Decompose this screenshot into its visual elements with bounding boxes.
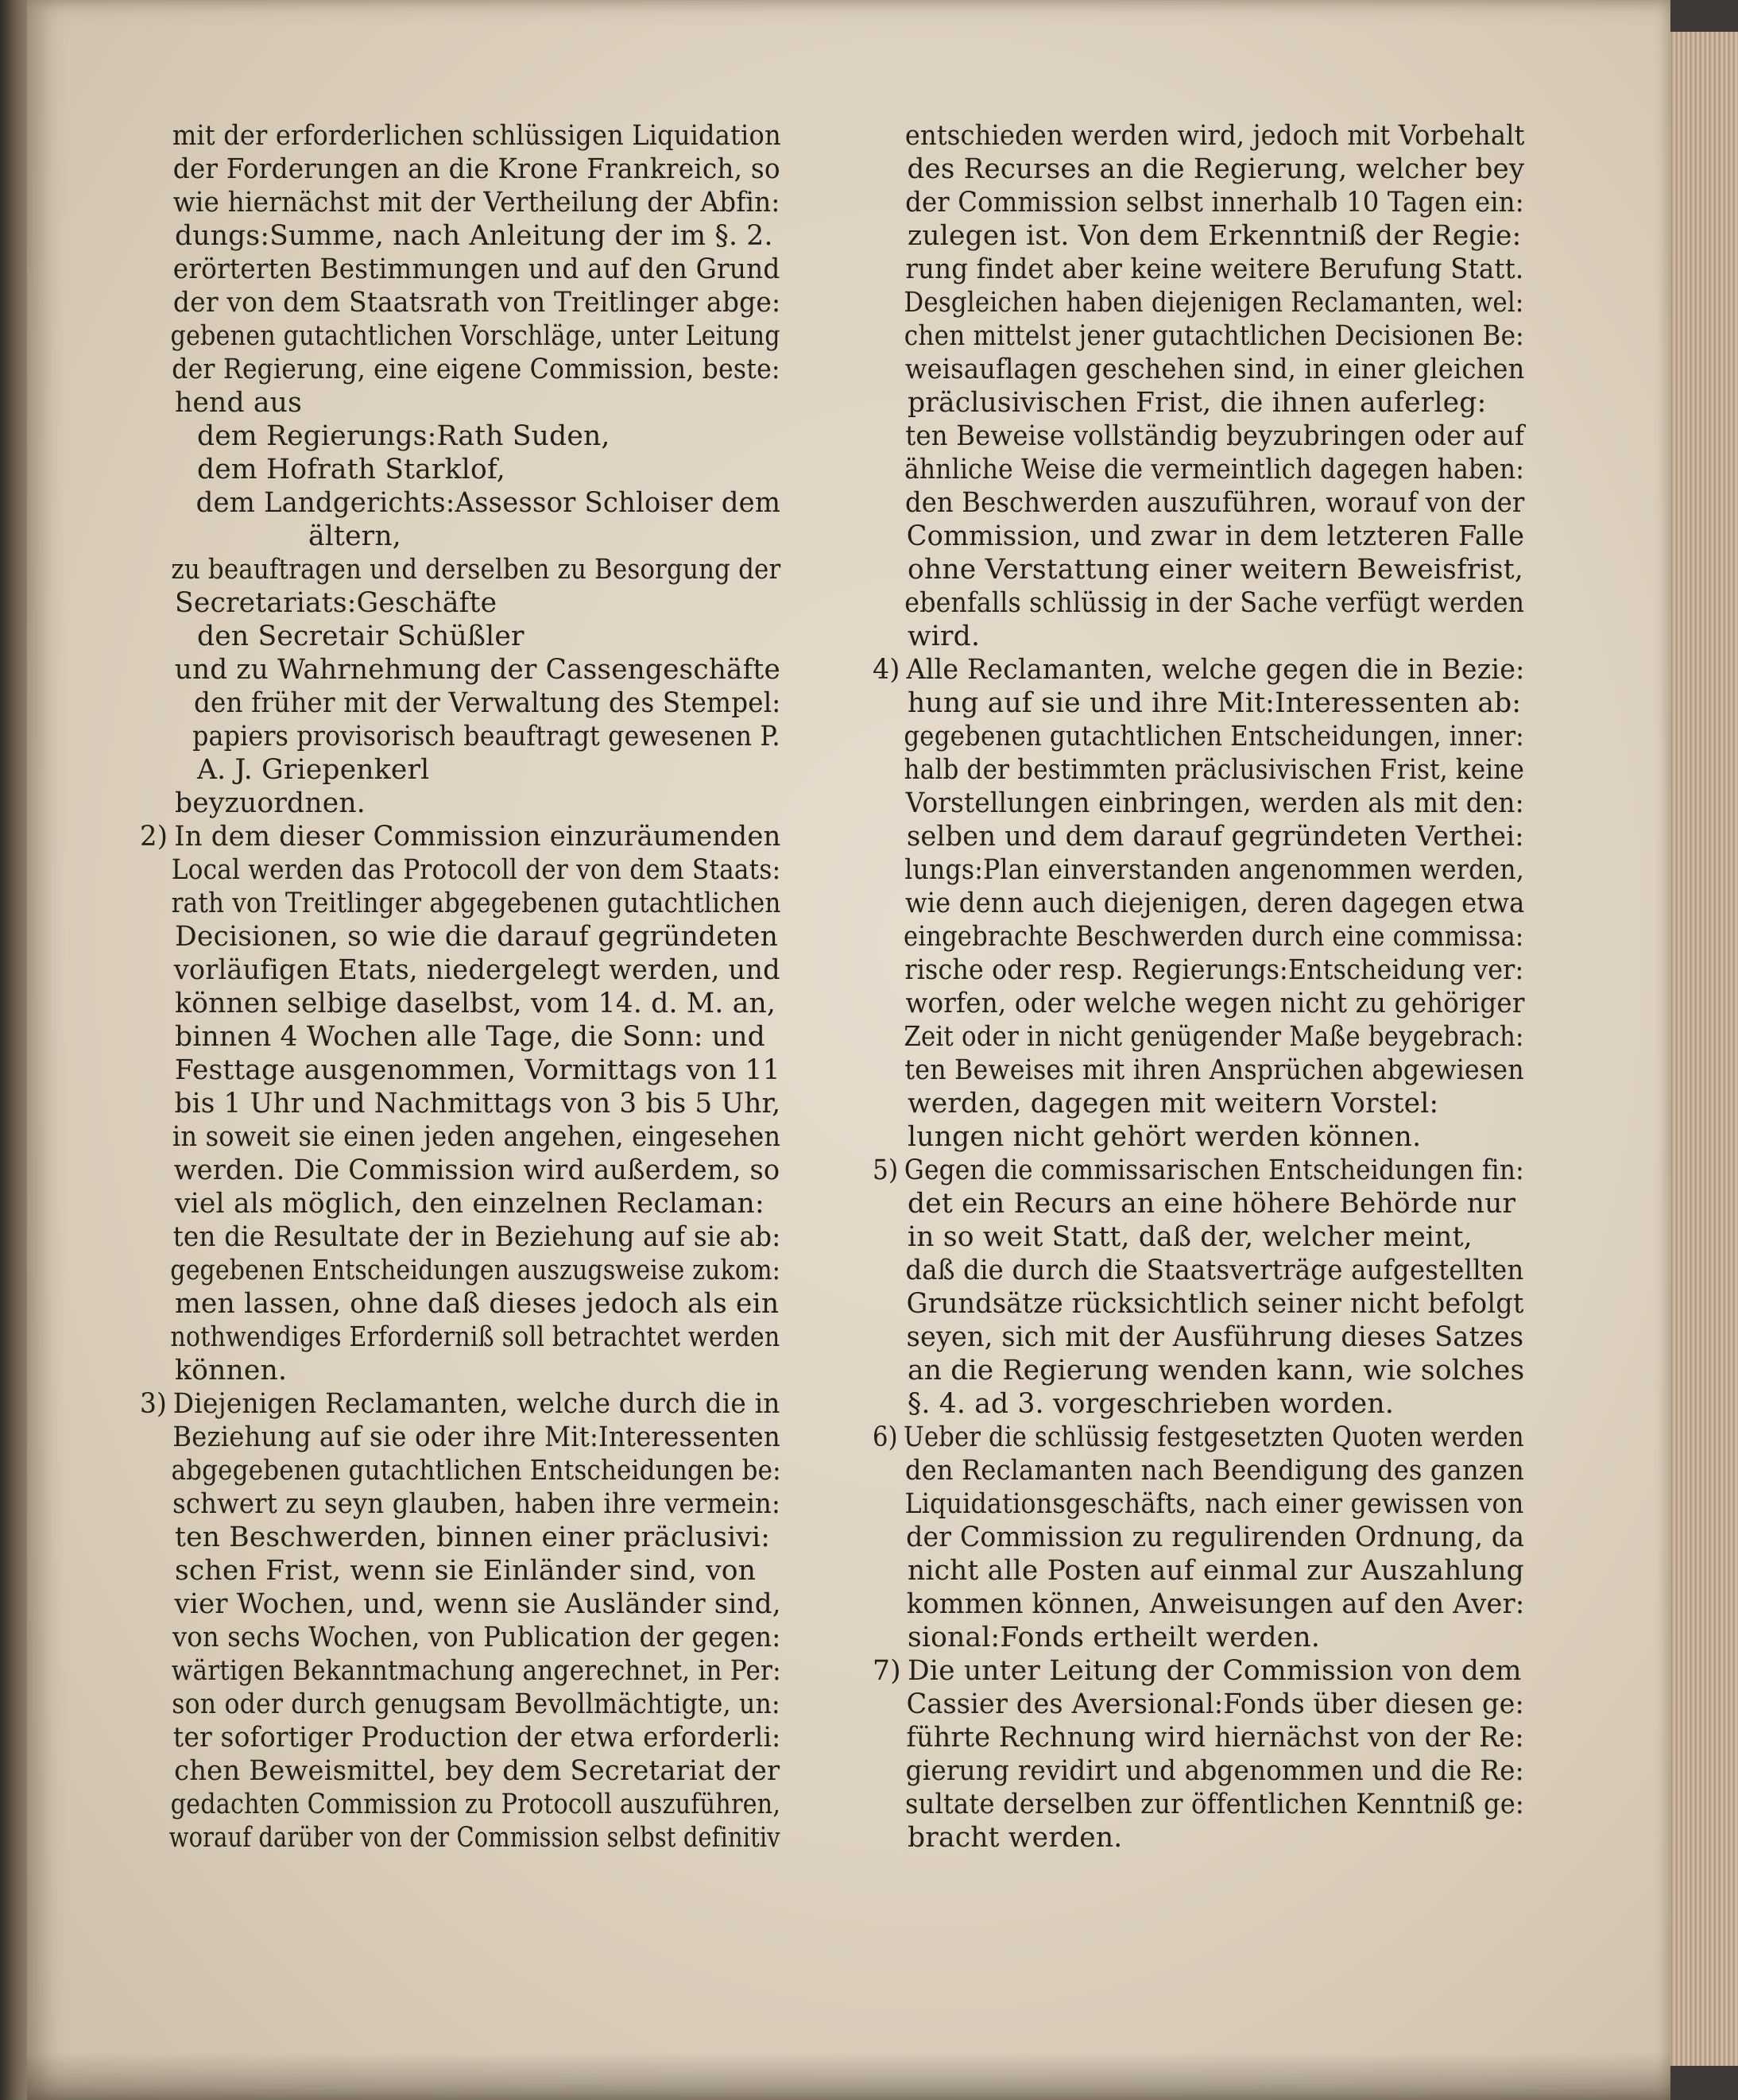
line-text: selben und dem darauf gegründeten Verthei:: [906, 821, 1524, 853]
page-stack-edge: [1663, 32, 1738, 2066]
line-text: den früher mit der Verwaltung des Stempel:: [193, 687, 781, 719]
text-line: [873, 1054, 1524, 1087]
text-line: [873, 1387, 1524, 1421]
text-line: [873, 119, 1525, 153]
text-line: [140, 753, 780, 787]
line-text: den Beschwerden auszuführen, worauf von der: [905, 487, 1525, 519]
text-line: [873, 286, 1524, 319]
line-text: der Forderungen an die Krone Frankreich, so: [172, 153, 780, 185]
line-text: eingebrachte Beschwerden durch eine commissa:: [903, 921, 1524, 953]
text-line: [140, 1220, 781, 1254]
line-text: kommen können, Anweisungen auf den Aver:: [906, 1588, 1525, 1620]
line-text: vier Wochen, und, wenn sie Ausländer sind,: [174, 1588, 781, 1620]
line-text: Secretariats:Geschäfte: [175, 587, 497, 619]
line-text: chen mittelst jener gutachtlichen Decisionen Be:: [904, 320, 1524, 352]
text-line: [140, 953, 780, 987]
line-text: Local werden das Protocoll der von dem Staats:: [171, 854, 781, 886]
text-line: [140, 1588, 781, 1621]
line-text: gierung revidirt und abgenommen und die Re:: [905, 1755, 1524, 1787]
previous-page-edge: [0, 0, 27, 2100]
line-text: Commission, und zwar in dem letzteren Falle: [906, 520, 1525, 552]
text-line: [873, 1154, 1524, 1187]
text-line: [873, 153, 1525, 186]
text-line: [873, 820, 1524, 853]
text-line: [140, 1020, 780, 1054]
text-line: [140, 787, 780, 820]
text-line: [140, 553, 781, 586]
line-text: schwert zu seyn glauben, haben ihre vermein:: [172, 1488, 781, 1520]
text-line: [873, 1421, 1524, 1454]
text-line: [873, 420, 1525, 453]
page-bottom-shadow: [27, 2052, 1670, 2100]
line-text: mit der erforderlichen schlüssigen Liquidation: [172, 120, 781, 152]
text-line: [873, 1554, 1523, 1588]
line-text: Beziehung auf sie oder ihre Mit:Interessenten: [172, 1421, 780, 1453]
text-line: [140, 1654, 781, 1688]
line-text: der Commission selbst innerhalb 10 Tagen ein:: [905, 187, 1524, 219]
line-text: und zu Wahrnehmung der Cassengeschäfte: [174, 654, 780, 686]
text-line: [873, 1087, 1524, 1120]
line-text: dem Hofrath Starklof,: [197, 454, 505, 485]
text-line: [873, 553, 1524, 586]
line-text: in soweit sie einen jeden angehen, eingesehen: [172, 1121, 781, 1153]
line-text: in so weit Statt, daß der, welcher meint,: [908, 1221, 1473, 1253]
text-line: [873, 620, 1524, 653]
line-text: chen Beweismittel, bey dem Secretariat der: [174, 1755, 780, 1787]
text-line: [873, 1621, 1524, 1654]
line-text: führte Rechnung wird hiernächst von der Re:: [906, 1722, 1524, 1754]
text-line: [873, 787, 1524, 820]
line-text: lungs:Plan einverstanden angenommen werden,: [904, 854, 1524, 886]
line-text: Decisionen, so wie die darauf gegründeten: [175, 921, 779, 953]
text-line: [873, 653, 1525, 686]
line-text: ältern,: [308, 520, 401, 552]
text-line: [140, 1387, 780, 1421]
text-line: [140, 1621, 781, 1654]
line-text: nothwendiges Erforderniß soll betrachtet werden: [170, 1321, 780, 1353]
text-line: [873, 1821, 1524, 1854]
line-text: zulegen ist. Von dem Erkenntniß der Regie:: [908, 220, 1522, 252]
text-line: [873, 1120, 1524, 1154]
line-text: Diejenigen Reclamanten, welche durch die in: [172, 1388, 780, 1420]
line-text: präclusivischen Frist, die ihnen auferleg:: [908, 387, 1487, 419]
line-text: können.: [175, 1355, 288, 1386]
line-text: det ein Recurs an eine höhere Behörde nur: [908, 1188, 1516, 1220]
line-text: worauf darüber von der Commission selbst definitiv: [168, 1822, 780, 1854]
text-line: [873, 1654, 1524, 1688]
line-text: dem Landgerichts:Assessor Schloiser dem: [195, 487, 781, 519]
text-line: [140, 186, 780, 219]
text-line: [873, 1588, 1525, 1621]
line-text: weisauflagen geschehen sind, in einer gleichen: [904, 354, 1525, 385]
paragraph-number: 3): [140, 1388, 168, 1420]
line-text: den Reclamanten nach Beendigung des ganzen: [904, 1455, 1524, 1487]
line-text: Grundsätze rücksichtlich seiner nicht befolgt: [906, 1288, 1524, 1320]
line-text: halb der bestimmten präclusivischen Frist, keine: [904, 754, 1525, 786]
text-line: [873, 1254, 1524, 1287]
line-text: entschieden werden wird, jedoch mit Vorbehalt: [904, 120, 1525, 152]
line-text: wie denn auch diejenigen, deren dagegen etwa: [905, 888, 1525, 919]
line-text: viel als möglich, den einzelnen Reclaman:: [175, 1188, 764, 1220]
line-text: ten Beschwerden, binnen einer präclusivi:: [175, 1522, 771, 1553]
text-line: [873, 987, 1525, 1020]
text-line: [873, 1788, 1524, 1821]
text-line: [140, 153, 780, 186]
line-text: men lassen, ohne daß dieses jedoch als ein: [175, 1288, 780, 1320]
line-text: Festtage ausgenommen, Vormittags von 11: [174, 1054, 780, 1086]
paragraph-number: 7): [873, 1655, 901, 1687]
text-line: [873, 1020, 1524, 1054]
text-line: [873, 1754, 1524, 1788]
line-text: vorläufigen Etats, niedergelegt werden, und: [173, 954, 780, 986]
line-text: §. 4. ad 3. vorgeschrieben worden.: [908, 1388, 1394, 1420]
line-text: der von dem Staatsrath von Treitlinger abge:: [172, 287, 781, 319]
line-text: rath von Treitlinger abgegebenen gutachtlichen: [171, 888, 781, 919]
text-line: [140, 453, 780, 486]
line-text: werden. Die Commission wird außerdem, so: [173, 1154, 780, 1186]
line-text: hend aus: [175, 387, 303, 419]
text-line: [140, 253, 780, 286]
text-line: [140, 1521, 780, 1554]
text-line: [873, 353, 1525, 386]
line-text: schen Frist, wenn sie Einländer sind, von: [175, 1555, 757, 1587]
text-line: [873, 920, 1524, 953]
line-text: erörterten Bestimmungen und auf den Grund: [172, 253, 780, 285]
text-line: [873, 887, 1525, 920]
line-text: abgegebenen gutachtlichen Entscheidungen be:: [171, 1455, 781, 1487]
paragraph-number: 2): [140, 821, 168, 853]
text-line: [140, 1721, 781, 1754]
paragraph-number: 5): [873, 1154, 899, 1186]
text-line: [873, 720, 1524, 753]
text-line: [873, 1187, 1524, 1220]
line-text: rung findet aber keine weitere Berufung Statt.: [905, 253, 1524, 285]
line-text: zu beauftragen und derselben zu Besorgung der: [171, 554, 781, 586]
line-text: ten Beweises mit ihren Ansprüchen abgewiesen: [904, 1054, 1524, 1086]
line-text: binnen 4 Wochen alle Tage, die Sonn: und: [175, 1021, 765, 1053]
text-line: [873, 1521, 1525, 1554]
line-text: der Commission zu regulirenden Ordnung, da: [906, 1522, 1525, 1553]
text-line: [140, 520, 780, 553]
text-line: [873, 1487, 1524, 1521]
text-line: [140, 486, 781, 520]
text-line: [873, 453, 1525, 486]
line-text: ohne Verstattung einer weitern Beweisfrist,: [908, 554, 1523, 586]
line-text: dungs:Summe, nach Anleitung der im §. 2.: [175, 220, 773, 252]
text-line: [873, 1721, 1524, 1754]
text-line: [140, 1054, 778, 1087]
text-line: [140, 1287, 780, 1321]
line-text: den Secretair Schüßler: [197, 621, 524, 652]
text-line: [873, 386, 1524, 420]
line-text: Gegen die commissarischen Entscheidungen fin:: [904, 1154, 1524, 1186]
text-line: [873, 219, 1524, 253]
line-text: Desgleichen haben diejenigen Reclamanten, wel:: [904, 287, 1524, 319]
text-line: [140, 987, 780, 1020]
line-text: rische oder resp. Regierungs:Entscheidung ver:: [904, 954, 1524, 986]
line-text: wird.: [908, 621, 981, 652]
line-text: von sechs Wochen, von Publication der gegen:: [172, 1622, 781, 1653]
text-line: [873, 1220, 1524, 1254]
line-text: bracht werden.: [908, 1822, 1123, 1854]
line-text: ter sofortiger Production der etwa erforderli:: [172, 1722, 781, 1754]
text-line: [873, 1688, 1524, 1721]
text-line: [140, 1454, 781, 1487]
line-text: Die unter Leitung der Commission von dem: [908, 1655, 1522, 1687]
text-line: [140, 1754, 780, 1788]
text-line: [873, 1287, 1524, 1321]
text-line: [140, 720, 780, 753]
line-text: hung auf sie und ihre Mit:Interessenten ab:: [908, 687, 1522, 719]
line-text: können selbige daselbst, vom 14. d. M. an,: [175, 988, 776, 1019]
line-text: son oder durch genugsam Bevollmächtigte, un:: [172, 1688, 780, 1720]
text-line: [140, 1554, 780, 1588]
text-line: [873, 186, 1524, 219]
line-text: gegebenen gutachtlichen Entscheidungen, inner:: [904, 721, 1524, 752]
text-line: [140, 853, 781, 887]
line-text: gebenen gutachtlichen Vorschläge, unter Leitung: [170, 320, 780, 352]
book-page: [27, 0, 1670, 2100]
line-text: papiers provisorisch beauftragt gewesenen P.: [192, 721, 780, 752]
line-text: ten Beweise vollständig beyzubringen oder auf: [905, 420, 1525, 452]
line-text: der Regierung, eine eigene Commission, beste:: [172, 354, 780, 385]
text-line: [140, 119, 781, 153]
paragraph-number: 4): [873, 654, 900, 686]
text-line: [140, 386, 780, 420]
text-line: [873, 253, 1524, 286]
line-text: wärtigen Bekanntmachung angerechnet, in Per:: [171, 1655, 781, 1687]
line-text: gedachten Commission zu Protocoll auszuführen,: [170, 1789, 781, 1820]
line-text: dem Regierungs:Rath Suden,: [197, 420, 610, 452]
text-line: [873, 1454, 1524, 1487]
text-line: [140, 1154, 780, 1187]
text-line: [140, 586, 780, 620]
text-line: [140, 1120, 781, 1154]
line-text: Vorstellungen einbringen, werden als mit den:: [905, 787, 1524, 819]
line-text: beyzuordnen.: [175, 787, 366, 819]
line-text: ten die Resultate der in Beziehung auf sie ab:: [172, 1221, 781, 1253]
text-line: [140, 1821, 780, 1854]
text-line: [140, 1688, 780, 1721]
line-text: des Recurses an die Regierung, welcher bey: [907, 153, 1525, 185]
line-text: daß die durch die Staatsverträge aufgestellten: [905, 1255, 1524, 1286]
text-line: [873, 1321, 1524, 1354]
line-text: bis 1 Uhr und Nachmittags von 3 bis 5 Uhr,: [174, 1088, 781, 1120]
line-text: ebenfalls schlüssig in der Sache verfügt werden: [904, 587, 1525, 619]
text-line: [140, 887, 781, 920]
paragraph-number: 6): [873, 1421, 898, 1453]
text-line: [140, 219, 780, 253]
text-line: [140, 1487, 781, 1521]
text-line: [873, 486, 1525, 520]
text-line: [140, 1788, 781, 1821]
text-line: [140, 1421, 780, 1454]
line-text: werden, dagegen mit weitern Vorstel:: [908, 1088, 1439, 1120]
line-text: an die Regierung wenden kann, wie solches: [907, 1355, 1525, 1386]
text-line: [873, 520, 1525, 553]
text-line: [140, 653, 780, 686]
text-line: [140, 1187, 780, 1220]
line-text: seyen, sich mit der Ausführung dieses Satzes: [906, 1321, 1524, 1353]
line-text: Cassier des Aversional:Fonds über diesen ge:: [906, 1688, 1524, 1720]
line-text: nicht alle Posten auf einmal zur Auszahlung: [907, 1555, 1524, 1587]
line-text: wie hiernächst mit der Vertheilung der Abfin:: [172, 187, 780, 219]
text-line: [140, 820, 781, 853]
text-line: [873, 686, 1524, 720]
right-text-column: [873, 119, 1524, 1854]
line-text: sional:Fonds ertheilt werden.: [908, 1622, 1320, 1653]
line-text: A. J. Griepenkerl: [197, 754, 430, 786]
text-line: [140, 319, 780, 353]
line-text: worfen, oder welche wegen nicht zu gehöriger: [905, 988, 1525, 1019]
text-line: [873, 586, 1525, 620]
left-text-column: [140, 119, 780, 1854]
text-line: [140, 286, 781, 319]
text-line: [140, 920, 780, 953]
text-line: [140, 1254, 780, 1287]
text-line: [140, 1321, 780, 1354]
line-text: gegebenen Entscheidungen auszugsweise zukom:: [170, 1255, 780, 1286]
line-text: lungen nicht gehört werden können.: [908, 1121, 1422, 1153]
text-line: [140, 1087, 781, 1120]
text-line: [140, 353, 780, 386]
line-text: Ueber die schlüssig festgesetzten Quoten werden: [904, 1421, 1524, 1453]
line-text: In dem dieser Commission einzuräumenden: [174, 821, 781, 853]
text-line: [873, 1354, 1523, 1387]
line-text: ähnliche Weise die vermeintlich dagegen haben:: [904, 454, 1525, 485]
line-text: Zeit oder in nicht genügender Maße beygebrach:: [904, 1021, 1524, 1053]
text-line: [873, 953, 1524, 987]
line-text: Liquidationsgeschäfts, nach einer gewissen von: [904, 1488, 1524, 1520]
line-text: Alle Reclamanten, welche gegen die in Bezie:: [906, 654, 1525, 686]
text-line: [873, 853, 1524, 887]
text-line: [140, 1354, 780, 1387]
text-line: [873, 753, 1525, 787]
text-line: [140, 686, 781, 720]
text-line: [140, 420, 780, 453]
text-line: [873, 319, 1524, 353]
text-line: [140, 620, 780, 653]
line-text: sultate derselben zur öffentlichen Kenntniß ge:: [904, 1789, 1524, 1820]
